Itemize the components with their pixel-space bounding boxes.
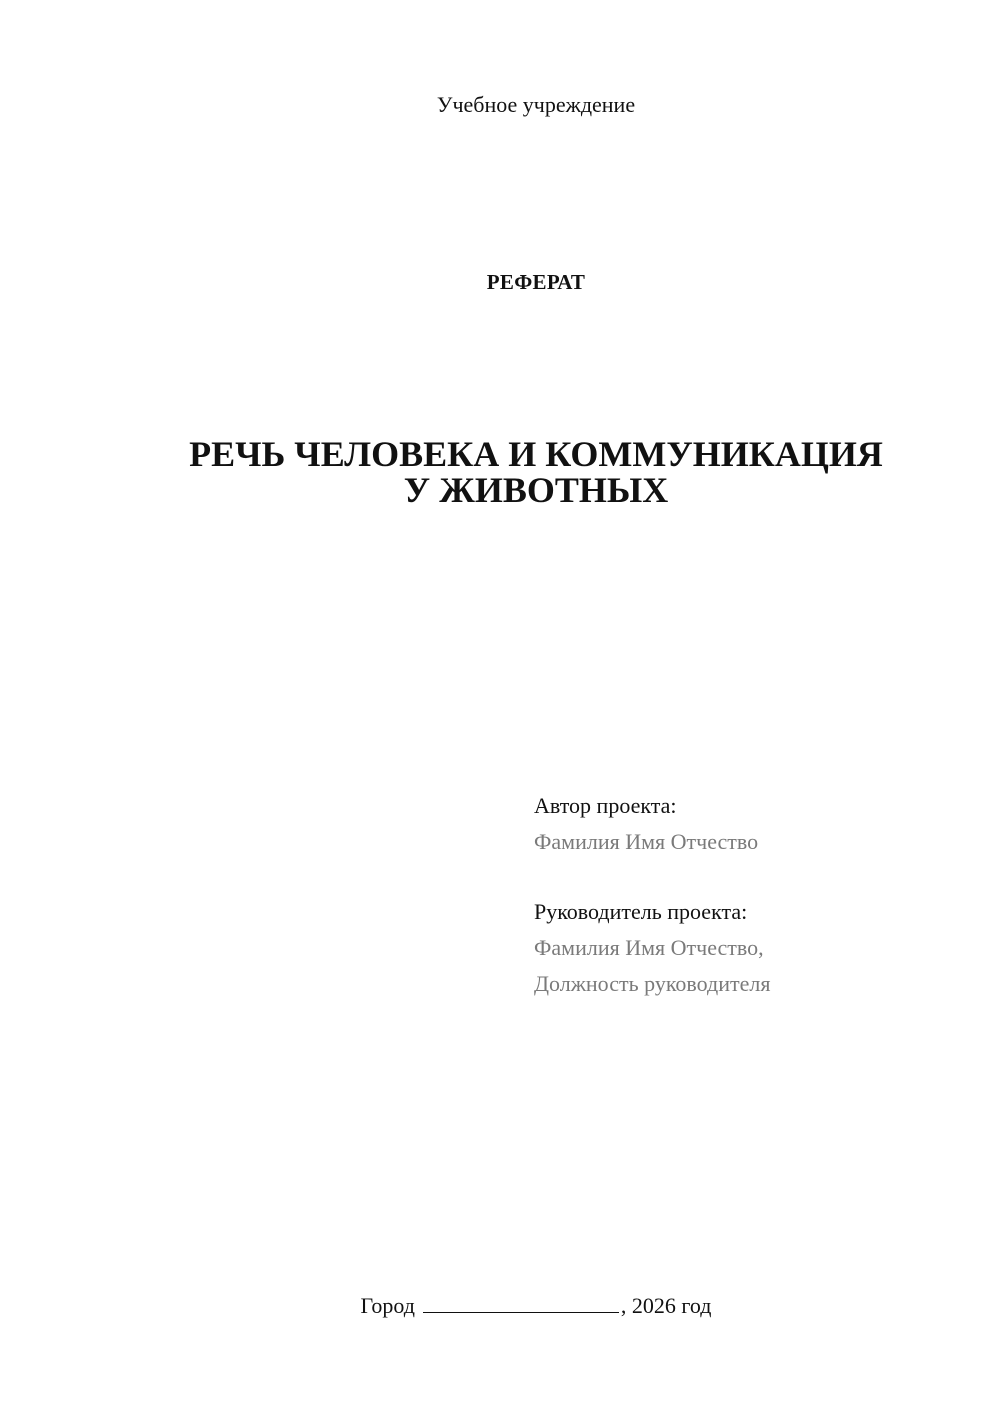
author-label: Автор проекта: <box>534 793 677 818</box>
title-line-2: У ЖИВОТНЫХ <box>403 470 669 510</box>
supervisor-label: Руководитель проекта: <box>534 899 748 924</box>
title-line-1: РЕЧЬ ЧЕЛОВЕКА И КОММУНИКАЦИЯ <box>189 434 883 474</box>
author-name-placeholder: Фамилия Имя Отчество <box>534 829 759 854</box>
credits-block <box>534 788 974 1002</box>
city-year-line <box>0 1290 1000 1321</box>
institution-name: Учебное учреждение <box>436 92 636 117</box>
credits-spacer <box>534 860 974 894</box>
city-blank-underline <box>423 1290 619 1313</box>
document-type: РЕФЕРАТ <box>486 270 586 294</box>
document-title <box>0 436 1000 508</box>
city-label: Город <box>360 1293 415 1318</box>
year-text: , 2026 год <box>620 1293 712 1318</box>
supervisor-position-placeholder: Должность руководителя <box>534 971 771 996</box>
supervisor-name-placeholder: Фамилия Имя Отчество, <box>534 935 764 960</box>
